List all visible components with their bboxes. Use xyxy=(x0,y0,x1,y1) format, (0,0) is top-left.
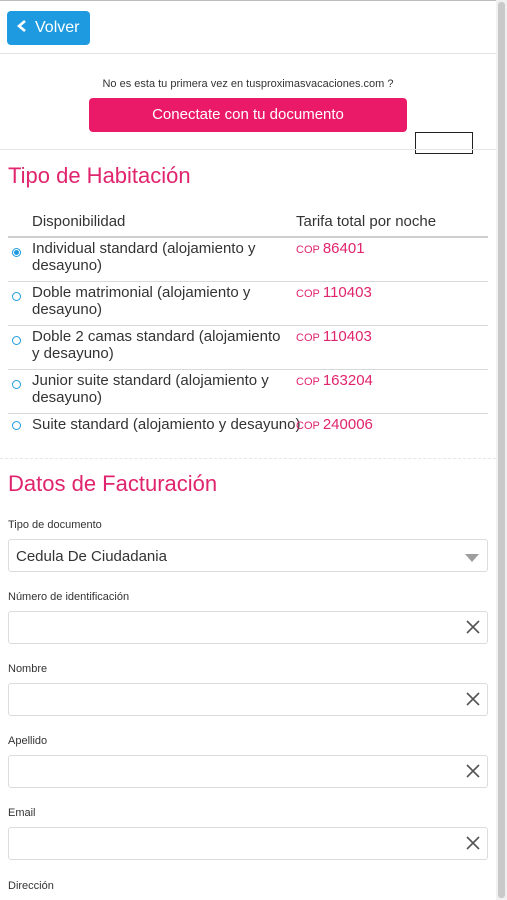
connect-with-document-button[interactable]: Conectate con tu documento xyxy=(89,98,407,132)
email-input[interactable] xyxy=(9,828,463,859)
room-radio[interactable] xyxy=(12,380,21,389)
price-value: 240006 xyxy=(322,416,373,433)
room-price xyxy=(296,284,372,303)
price-value: 110403 xyxy=(322,284,372,301)
surname-field[interactable] xyxy=(8,755,488,788)
scrollbar-thumb[interactable] xyxy=(498,2,505,898)
doc-type-select[interactable] xyxy=(8,539,488,572)
chevron-left-icon xyxy=(17,11,35,45)
scrollbar[interactable] xyxy=(496,0,507,900)
room-row[interactable] xyxy=(8,326,488,370)
room-name: Doble matrimonial (alojamiento y desayuno) xyxy=(32,284,251,318)
doc-type-label: Tipo de documento xyxy=(8,519,102,531)
currency: COP xyxy=(296,244,320,256)
room-name: Individual standard (alojamiento y desayuno) xyxy=(32,240,256,274)
price-value: 110403 xyxy=(322,328,372,345)
close-icon[interactable] xyxy=(466,836,480,850)
id-number-input[interactable] xyxy=(9,612,463,643)
name-input[interactable] xyxy=(9,684,463,715)
room-table-header xyxy=(8,205,488,238)
room-row[interactable] xyxy=(8,370,488,414)
close-icon[interactable] xyxy=(466,692,480,706)
surname-input[interactable] xyxy=(9,756,463,787)
divider xyxy=(0,149,496,150)
room-radio[interactable] xyxy=(12,336,21,345)
room-price xyxy=(296,240,365,259)
rate-header: Tarifa total por noche xyxy=(296,213,437,230)
email-field[interactable] xyxy=(8,827,488,860)
room-name: Junior suite standard (alojamiento y desayuno) xyxy=(32,372,269,406)
room-radio-selected[interactable] xyxy=(12,248,21,257)
room-radio[interactable] xyxy=(12,292,21,301)
id-number-label: Número de identificación xyxy=(8,591,130,603)
room-row[interactable] xyxy=(8,238,488,282)
back-button-label: Volver xyxy=(35,19,80,36)
empty-frame xyxy=(415,132,473,154)
surname-label: Apellido xyxy=(8,735,48,747)
billing-title: Datos de Facturación xyxy=(8,471,218,496)
currency: COP xyxy=(296,376,320,388)
first-visit-text: No es esta tu primera vez en tusproximasvacaciones.com ? xyxy=(102,78,394,90)
doc-type-value: Cedula De Ciudadania xyxy=(16,548,167,565)
close-icon[interactable] xyxy=(466,764,480,778)
name-field[interactable] xyxy=(8,683,488,716)
room-price xyxy=(296,328,372,347)
room-radio[interactable] xyxy=(12,421,21,430)
availability-header: Disponibilidad xyxy=(32,213,126,230)
id-number-field[interactable] xyxy=(8,611,488,644)
top-bar xyxy=(0,0,496,54)
room-name: Suite standard (alojamiento y desayuno) xyxy=(32,416,301,433)
email-label: Email xyxy=(8,807,36,819)
room-table xyxy=(8,205,488,457)
currency: COP xyxy=(296,332,320,344)
address-label: Dirección xyxy=(8,880,54,892)
close-icon[interactable] xyxy=(466,620,480,634)
room-row[interactable] xyxy=(8,282,488,326)
room-name: Doble 2 camas standard (alojamiento y desayuno) xyxy=(32,328,281,362)
back-button[interactable] xyxy=(7,11,90,45)
name-label: Nombre xyxy=(8,663,48,675)
room-price xyxy=(296,372,373,391)
currency: COP xyxy=(296,420,320,432)
caret-down-icon xyxy=(465,554,479,562)
price-value: 163204 xyxy=(322,372,373,389)
room-price xyxy=(296,416,373,435)
room-type-title: Tipo de Habitación xyxy=(8,163,191,188)
room-row[interactable] xyxy=(8,414,488,457)
currency: COP xyxy=(296,288,320,300)
divider xyxy=(0,458,496,459)
price-value: 86401 xyxy=(322,240,365,257)
